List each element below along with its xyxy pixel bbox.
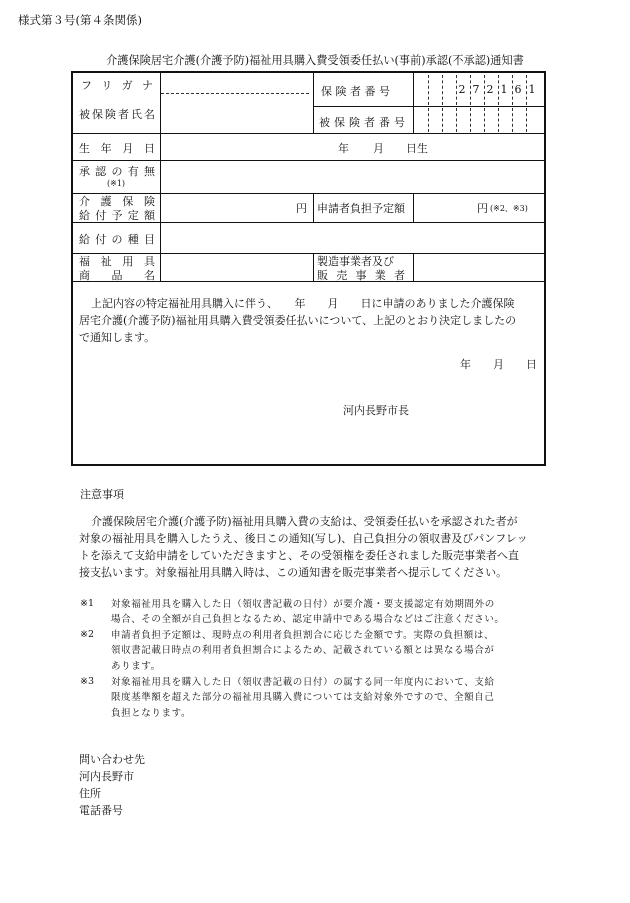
contact-heading: 問い合わせ先 bbox=[79, 753, 145, 766]
birthdate-suffix: 日生 bbox=[406, 142, 428, 155]
notice-line: 上記内容の特定福祉用具購入に伴う、 年 月 日に申請のありました介護保険 bbox=[91, 297, 515, 310]
note-line: 対象福祉用具を購入した日（領収書記載の日付）の属する同一年度内において、支給 bbox=[111, 677, 495, 688]
note-line: 領収書記載日時点の利用者負担割合によるため、記載されている額とは異なる場合が bbox=[111, 645, 495, 656]
insurer-digit: 1 bbox=[500, 83, 508, 96]
benefit-yen-unit: 円 bbox=[296, 202, 307, 215]
furigana-field[interactable] bbox=[163, 75, 311, 91]
insurer-digit: 2 bbox=[458, 83, 466, 96]
insured-number-label: 被保険者番号 bbox=[319, 116, 405, 129]
insured-name-label: 被保険者氏名 bbox=[79, 108, 155, 121]
caution-line: トを添えて支給申請をしていただきますと、その受領権を委任されました販売事業者へ直 bbox=[79, 549, 519, 562]
contact-city: 河内長野市 bbox=[79, 770, 134, 783]
applicant-burden-label: 申請者負担予定額 bbox=[317, 202, 405, 215]
birthdate-label: 生 年 月 日 bbox=[79, 142, 155, 155]
caution-heading: 注意事項 bbox=[80, 488, 124, 501]
page-title: 介護保険居宅介護(介護予防)福祉用具購入費受領委任払い(事前)承認(不承認)通知書 bbox=[106, 54, 524, 67]
note-line: 負担となります。 bbox=[111, 708, 192, 719]
approval-note: (※1) bbox=[107, 179, 126, 188]
insurer-number-label: 保 険 者 番 号 bbox=[321, 85, 390, 98]
applicant-burden-note: (※2、※3) bbox=[490, 204, 528, 213]
note-mark: ※1 bbox=[80, 598, 95, 609]
notice-date: 年 月 日 bbox=[460, 358, 537, 371]
insurer-digit: 7 bbox=[472, 83, 480, 96]
insurer-digit: 2 bbox=[486, 83, 494, 96]
birthdate-month: 月 bbox=[373, 142, 384, 155]
furigana-label: フ リ ガ ナ bbox=[81, 79, 153, 92]
maker-label-line1: 製造事業者及び bbox=[317, 255, 394, 268]
note-line: あります。 bbox=[111, 661, 161, 672]
notice-issuer: 河内長野市長 bbox=[343, 404, 409, 417]
note-line: 限度基準額を超えた部分の福祉用具購入費については支給対象外ですので、全額自己 bbox=[111, 692, 495, 703]
caution-line: 介護保険居宅介護(介護予防)福祉用具購入費の支給は、受領委任払いを承認された者が bbox=[91, 515, 518, 528]
benefit-type-label: 給 付 の 種 目 bbox=[79, 233, 155, 246]
approval-label: 承 認 の 有 無 bbox=[79, 165, 155, 178]
insurer-digit: 6 bbox=[514, 83, 522, 96]
note-line: 対象福祉用具を購入した日（領収書記載の日付）が要介護・要支援認定有効期間外の bbox=[111, 599, 495, 610]
note-line: 申請者負担予定額は、現時点の利用者負担割合に応じた金額です。実際の負担額は、 bbox=[111, 630, 495, 641]
form-number: 様式第３号(第４条関係) bbox=[18, 13, 142, 27]
maker-label-line2: 販 売 事 業 者 bbox=[317, 269, 405, 282]
benefit-label-line2: 給付予定額 bbox=[79, 209, 155, 222]
equipment-label-line2: 商 品 名 bbox=[79, 269, 155, 282]
note-mark: ※2 bbox=[80, 629, 95, 640]
equipment-label-line1: 福 祉 用 具 bbox=[79, 255, 155, 268]
caution-line: 接支払います。対象福祉用具購入時は、この通知書を販売事業者へ提示してください。 bbox=[79, 566, 508, 579]
birthdate-year: 年 bbox=[338, 142, 349, 155]
burden-yen-unit: 円 bbox=[477, 202, 488, 215]
notice-line: で通知します。 bbox=[79, 331, 156, 344]
insurer-digit: 1 bbox=[528, 83, 536, 96]
contact-phone-label: 電話番号 bbox=[79, 804, 123, 817]
note-mark: ※3 bbox=[80, 676, 95, 687]
contact-address-label: 住所 bbox=[79, 787, 101, 800]
insured-name-field[interactable] bbox=[163, 97, 311, 131]
form-table bbox=[71, 71, 546, 466]
notice-line: 居宅介護(介護予防)福祉用具購入費受領委任払いについて、上記のとおり決定しましたの bbox=[79, 314, 517, 327]
note-line: 場合、その全額が自己負担となるため、認定申請中である場合などはご注意ください。 bbox=[111, 614, 505, 625]
caution-line: 対象の福祉用具を購入したうえ、後日この通知(写し)、自己負担分の領収書及びパンフレッ bbox=[79, 532, 528, 545]
benefit-label-line1: 介 護 保 険 bbox=[79, 195, 155, 208]
